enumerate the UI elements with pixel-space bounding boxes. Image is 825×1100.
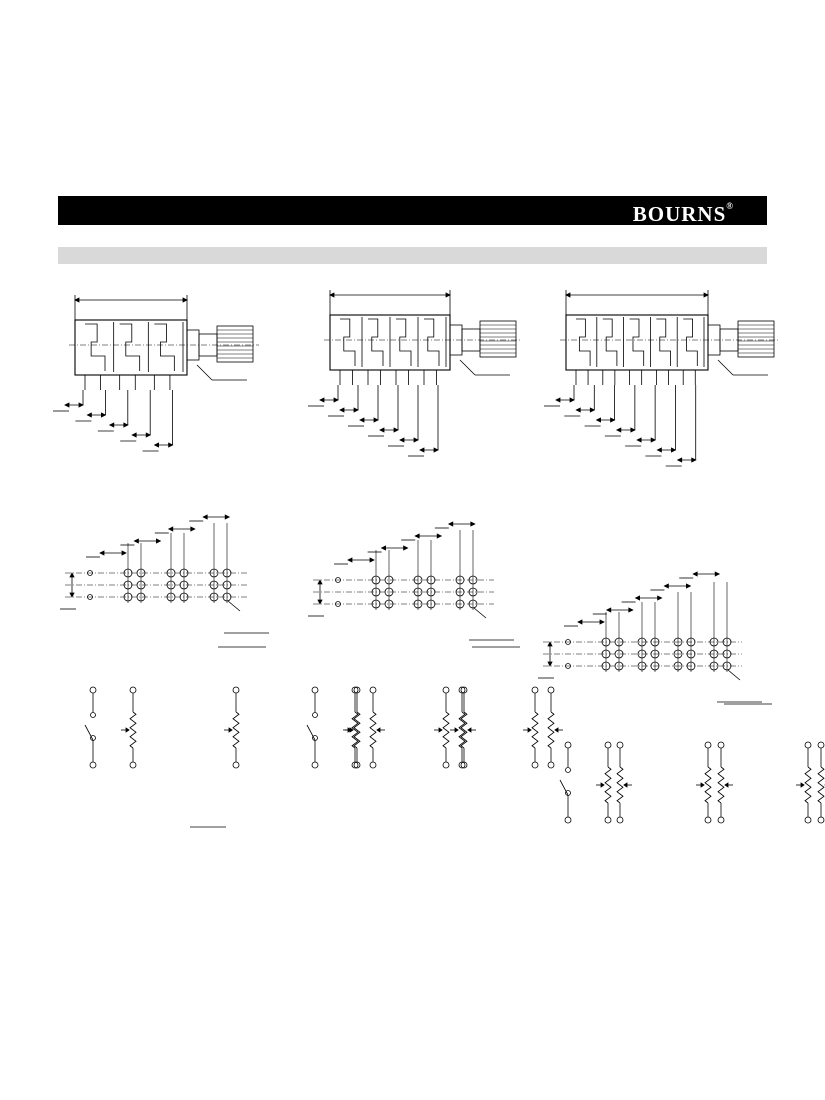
arrowhead (434, 448, 438, 452)
arrowhead (334, 398, 338, 402)
schematic-3 (560, 742, 825, 823)
line (197, 365, 212, 380)
pot-terminal (443, 762, 449, 768)
pot-terminal (532, 687, 538, 693)
arrowhead (617, 428, 621, 432)
arrowhead (715, 572, 719, 576)
schematic-2 (307, 687, 563, 768)
arrowhead (110, 423, 114, 427)
arrowhead (629, 608, 633, 612)
hole-layout-1 (60, 515, 269, 633)
arrowhead (664, 584, 668, 588)
arrowhead (578, 620, 582, 624)
wiper-arrow (624, 783, 627, 787)
arrowhead (203, 515, 207, 519)
arrowhead (686, 584, 690, 588)
line (460, 360, 475, 375)
arrowhead (132, 433, 136, 437)
arrowhead (70, 593, 74, 597)
arrowhead (471, 522, 475, 526)
arrowhead (124, 423, 128, 427)
arrowhead (590, 408, 594, 412)
switch-terminal (313, 713, 318, 718)
arrowhead (600, 620, 604, 624)
arrowhead (636, 596, 640, 600)
line (307, 725, 315, 740)
section-profile (424, 319, 439, 366)
line (474, 608, 486, 618)
arrowhead (420, 448, 424, 452)
arrowhead (354, 408, 358, 412)
pot-terminal (605, 817, 611, 823)
switch-terminal (90, 762, 96, 768)
switch-terminal (312, 687, 318, 693)
pot-terminal (718, 742, 724, 748)
arrowhead (155, 443, 159, 447)
arrowhead (658, 596, 662, 600)
arrowhead (318, 600, 322, 604)
arrowhead (566, 293, 570, 297)
resistor-zigzag (718, 767, 724, 803)
arrowhead (437, 534, 441, 538)
resistor-zigzag (705, 767, 711, 803)
pot-body (75, 320, 187, 375)
arrowhead (225, 515, 229, 519)
arrowhead (169, 527, 173, 531)
pot-terminal (605, 742, 611, 748)
arrowhead (415, 534, 419, 538)
wiper-arrow (439, 728, 442, 732)
resistor-zigzag (818, 767, 824, 803)
pot-terminal (370, 762, 376, 768)
wiper-arrow (555, 728, 558, 732)
arrowhead (380, 428, 384, 432)
arrowhead (100, 551, 104, 555)
arrowhead (556, 398, 560, 402)
switch-terminal (312, 762, 318, 768)
switch-terminal (90, 687, 96, 693)
pot-terminal (548, 687, 554, 693)
arrowhead (576, 408, 580, 412)
pot-terminal (818, 817, 824, 823)
resistor-zigzag (548, 712, 554, 748)
pot-terminal (705, 742, 711, 748)
pot-terminal (805, 817, 811, 823)
pot-terminal (130, 762, 136, 768)
arrowhead (65, 403, 69, 407)
wiper-arrow (377, 728, 380, 732)
arrowhead (370, 558, 374, 562)
arrowhead (70, 573, 74, 577)
knurled-shaft (480, 321, 516, 357)
arrowhead (101, 413, 105, 417)
switch-terminal (565, 742, 571, 748)
registered-mark: ® (726, 201, 733, 211)
arrowhead (340, 408, 344, 412)
resistor-zigzag (805, 767, 811, 803)
wiper-arrow (801, 783, 804, 787)
arrowhead (169, 443, 173, 447)
wiper-arrow (528, 728, 531, 732)
arrowhead (330, 293, 334, 297)
arrowhead (122, 551, 126, 555)
resistor-zigzag (443, 712, 449, 748)
line (228, 601, 240, 611)
line (560, 780, 568, 795)
section-profile (656, 319, 670, 366)
arrowhead (678, 458, 682, 462)
pot-terminal (130, 687, 136, 693)
switch-terminal (91, 713, 96, 718)
schematic-1 (85, 687, 465, 768)
section-profile (576, 319, 590, 366)
arrowhead (320, 398, 324, 402)
resistor-zigzag (233, 712, 239, 748)
arrowhead (156, 539, 160, 543)
side-view-3 (544, 290, 780, 466)
arrowhead (75, 298, 79, 302)
wiper-arrow (126, 728, 129, 732)
pot-terminal (532, 762, 538, 768)
wiper-arrow (455, 728, 458, 732)
pot-terminal (233, 762, 239, 768)
section-profile (340, 319, 355, 366)
arrowhead (704, 293, 708, 297)
arrowhead (134, 539, 138, 543)
arrowhead (404, 546, 408, 550)
arrowhead (191, 527, 195, 531)
resistor-zigzag (617, 767, 623, 803)
wiper-arrow (701, 783, 704, 787)
knurled-shaft (738, 321, 774, 357)
pot-terminal (818, 742, 824, 748)
section-profile (120, 324, 140, 371)
side-view-1 (53, 295, 259, 451)
pot-terminal (617, 742, 623, 748)
wiper-arrow (725, 783, 728, 787)
wiper-arrow (601, 783, 604, 787)
pot-terminal (705, 817, 711, 823)
arrowhead (597, 418, 601, 422)
pot-terminal (548, 762, 554, 768)
arrowhead (394, 428, 398, 432)
switch-terminal (566, 768, 571, 773)
arrowhead (693, 572, 697, 576)
arrowhead (348, 558, 352, 562)
hole-layout-3 (538, 572, 762, 702)
resistor-zigzag (605, 767, 611, 803)
arrowhead (414, 438, 418, 442)
arrowhead (607, 608, 611, 612)
section-profile (603, 319, 617, 366)
pot-terminal (370, 687, 376, 693)
arrowhead (146, 433, 150, 437)
section-profile (154, 324, 174, 371)
line (85, 725, 93, 740)
arrowhead (183, 298, 187, 302)
section-profile (85, 324, 105, 371)
arrowhead (548, 642, 552, 646)
pot-terminal (805, 742, 811, 748)
arrowhead (360, 418, 364, 422)
line (728, 670, 740, 680)
line (718, 360, 733, 375)
arrowhead (318, 580, 322, 584)
resistor-zigzag (130, 712, 136, 748)
pot-terminal (718, 817, 724, 823)
arrowhead (692, 458, 696, 462)
wiper-arrow (229, 728, 232, 732)
arrowhead (671, 448, 675, 452)
hole-layout-2 (308, 522, 514, 640)
arrowhead (446, 293, 450, 297)
arrowhead (548, 662, 552, 666)
resistor-zigzag (370, 712, 376, 748)
section-profile (683, 319, 697, 366)
arrowhead (400, 438, 404, 442)
wiper-arrow (468, 728, 471, 732)
arrowhead (631, 428, 635, 432)
arrowhead (651, 438, 655, 442)
section-profile (396, 319, 411, 366)
knurled-shaft (217, 326, 253, 362)
side-view-2 (308, 290, 522, 456)
section-profile (368, 319, 383, 366)
logo-text: BOURNS (632, 202, 727, 226)
arrowhead (87, 413, 91, 417)
arrowhead (657, 448, 661, 452)
arrowhead (382, 546, 386, 550)
resistor-zigzag (532, 712, 538, 748)
arrowhead (374, 418, 378, 422)
arrowhead (637, 438, 641, 442)
arrowhead (449, 522, 453, 526)
arrowhead (570, 398, 574, 402)
pot-terminal (233, 687, 239, 693)
pot-terminal (443, 687, 449, 693)
pot-terminal (617, 817, 623, 823)
arrowhead (79, 403, 83, 407)
switch-terminal (565, 817, 571, 823)
section-profile (630, 319, 644, 366)
arrowhead (611, 418, 615, 422)
